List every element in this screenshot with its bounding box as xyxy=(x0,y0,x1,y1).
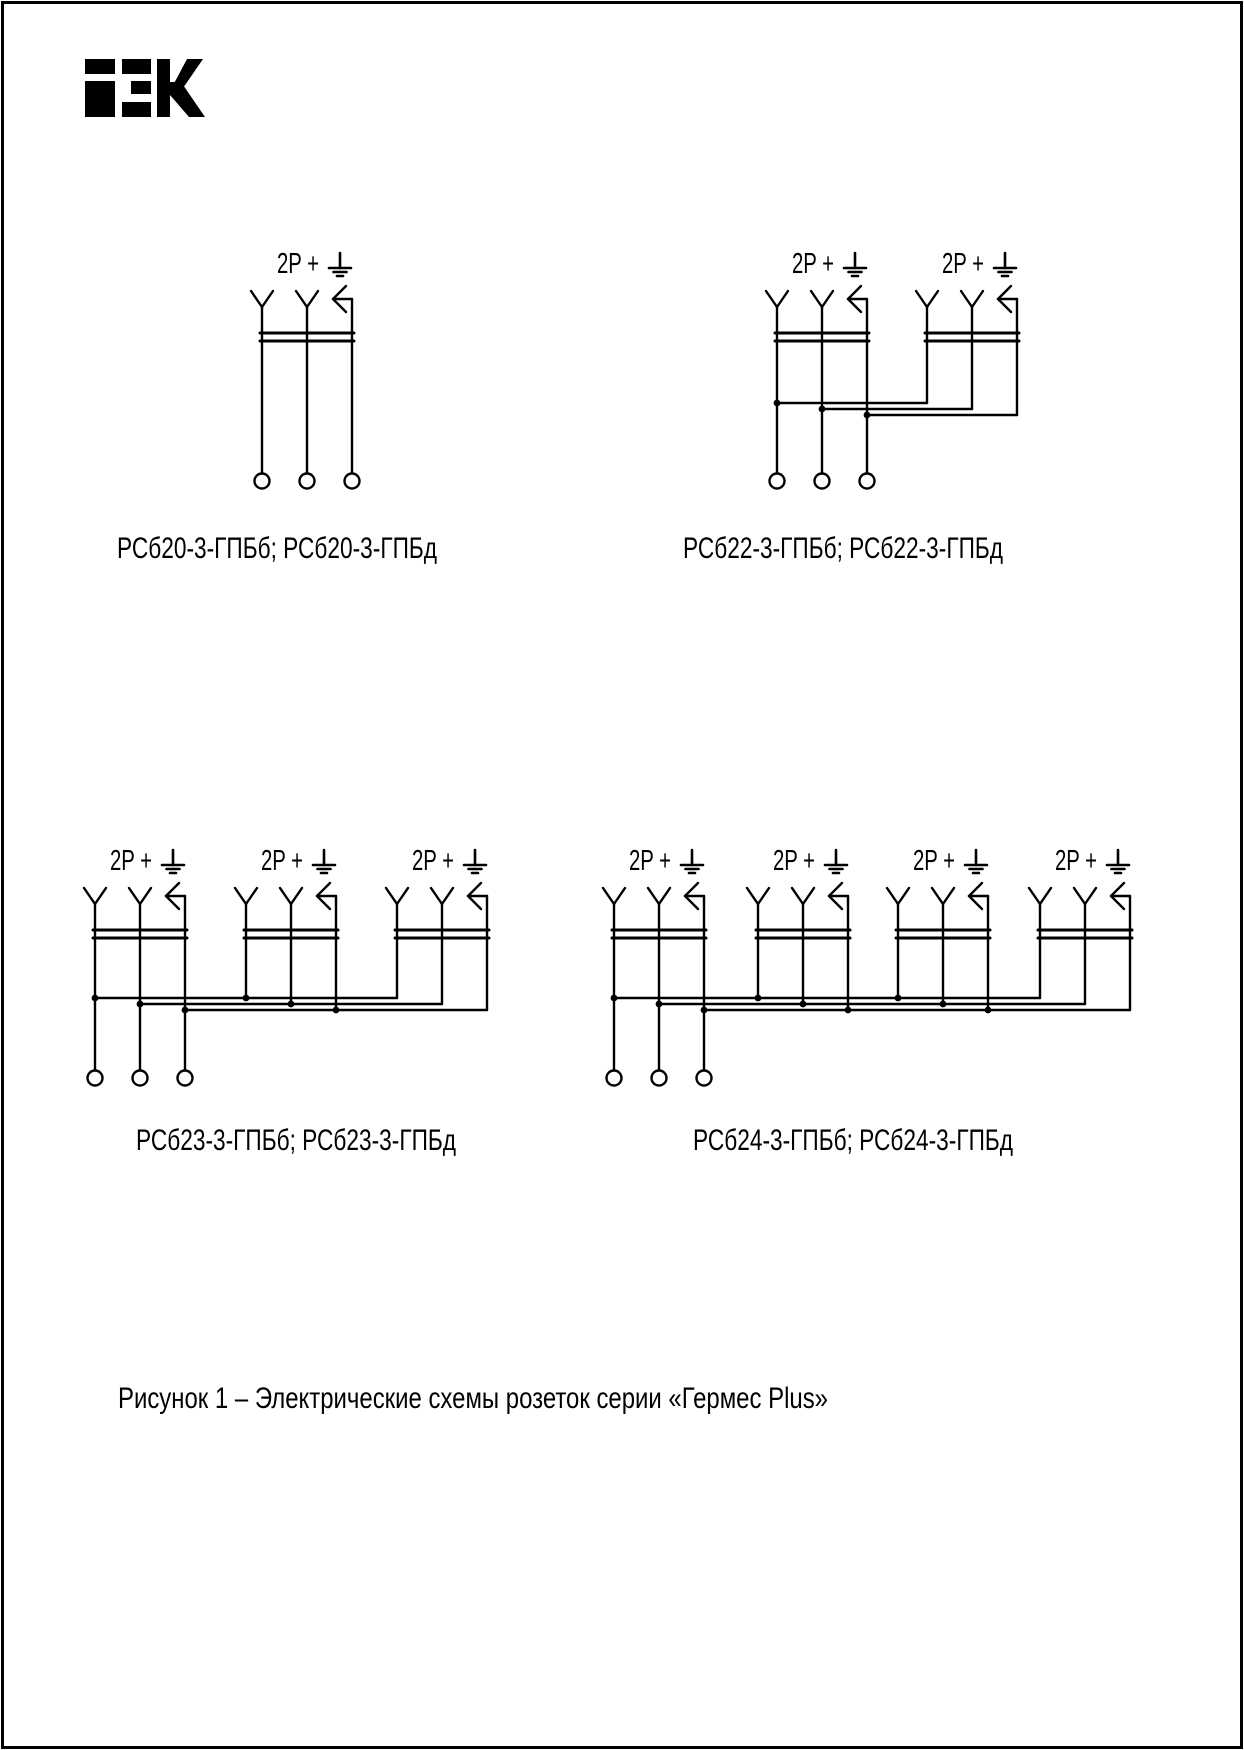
figure-caption: Рисунок 1 – Электрические схемы розеток серии «Гермес Plus» xyxy=(118,1382,828,1415)
earth-contact-arrow-icon xyxy=(317,883,336,1010)
schematic-diagram-1 xyxy=(251,248,360,489)
pole-contact-icon xyxy=(747,888,769,998)
socket-symbol xyxy=(747,845,850,1010)
diagram-caption-1: РСб20-3-ГПБб; РСб20-3-ГПБд xyxy=(117,532,437,565)
terminal-circle xyxy=(133,1071,148,1086)
earth-ground-icon xyxy=(313,850,335,873)
earth-ground-icon xyxy=(681,850,703,873)
junction-dot xyxy=(701,1007,708,1014)
terminal-circle xyxy=(815,474,830,489)
pole-contact-icon xyxy=(887,888,909,998)
junction-dot xyxy=(182,1007,189,1014)
junction-dot xyxy=(895,995,902,1002)
earth-contact-arrow-icon xyxy=(998,286,1017,415)
junction-dot xyxy=(985,1007,992,1014)
socket-pole-label: 2P + xyxy=(110,845,152,877)
socket-pole-label: 2P + xyxy=(261,845,303,877)
socket-symbol xyxy=(235,845,338,1010)
socket-pole-label: 2P + xyxy=(1055,845,1097,877)
socket-symbol xyxy=(1029,845,1132,1010)
socket-pole-label: 2P + xyxy=(277,248,319,280)
pole-contact-icon xyxy=(961,291,983,409)
earth-ground-icon xyxy=(965,850,987,873)
terminal-circle xyxy=(770,474,785,489)
junction-dot xyxy=(755,995,762,1002)
pole-contact-icon xyxy=(811,291,833,474)
pole-contact-icon xyxy=(235,888,257,998)
terminal-circle xyxy=(345,474,360,489)
pole-contact-icon xyxy=(603,888,625,1071)
earth-ground-icon xyxy=(162,850,184,873)
earth-ground-icon xyxy=(825,850,847,873)
pole-contact-icon xyxy=(766,291,788,474)
pole-contact-icon xyxy=(280,888,302,1004)
pole-contact-icon xyxy=(916,291,938,403)
pole-contact-icon xyxy=(1074,888,1096,1004)
earth-contact-arrow-icon xyxy=(848,286,867,474)
junction-dot xyxy=(940,1001,947,1008)
socket-pole-label: 2P + xyxy=(913,845,955,877)
pole-contact-icon xyxy=(296,291,318,474)
bus-wires xyxy=(774,400,1017,419)
pole-contact-icon xyxy=(1029,888,1051,998)
terminal-circle xyxy=(652,1071,667,1086)
earth-contact-arrow-icon xyxy=(829,883,848,1010)
socket-symbol xyxy=(251,248,354,474)
socket-symbol xyxy=(887,845,990,1010)
earth-ground-icon xyxy=(464,850,486,873)
terminal-circle xyxy=(697,1071,712,1086)
bus-wires xyxy=(611,995,1130,1014)
socket-symbol xyxy=(603,845,706,1071)
junction-dot xyxy=(333,1007,340,1014)
terminal-circle xyxy=(178,1071,193,1086)
terminal-circle xyxy=(860,474,875,489)
pole-contact-icon xyxy=(792,888,814,1004)
earth-ground-icon xyxy=(329,253,351,276)
pole-contact-icon xyxy=(386,888,408,998)
socket-pole-label: 2P + xyxy=(629,845,671,877)
pole-contact-icon xyxy=(932,888,954,1004)
socket-pole-label: 2P + xyxy=(773,845,815,877)
pole-contact-icon xyxy=(648,888,670,1071)
earth-contact-arrow-icon xyxy=(166,883,185,1071)
diagram-caption-3: РСб23-3-ГПБб; РСб23-3-ГПБд xyxy=(136,1124,456,1157)
socket-symbol xyxy=(84,845,187,1071)
earth-ground-icon xyxy=(994,253,1016,276)
socket-pole-label: 2P + xyxy=(792,248,834,280)
junction-dot xyxy=(137,1001,144,1008)
socket-pole-label: 2P + xyxy=(942,248,984,280)
junction-dot xyxy=(656,1001,663,1008)
diagrams-layer xyxy=(84,248,1132,1086)
junction-dot xyxy=(864,412,871,419)
terminal-circle xyxy=(255,474,270,489)
earth-contact-arrow-icon xyxy=(1111,883,1130,1010)
junction-dot xyxy=(800,1001,807,1008)
socket-symbol xyxy=(766,248,869,474)
schematic-diagram-2 xyxy=(766,248,1019,489)
junction-dot xyxy=(243,995,250,1002)
pole-contact-icon xyxy=(84,888,106,1071)
pole-contact-icon xyxy=(251,291,273,474)
schematic-diagram-3 xyxy=(84,845,489,1086)
terminal-circle xyxy=(88,1071,103,1086)
diagram-caption-2: РСб22-3-ГПБб; РСб22-3-ГПБд xyxy=(683,532,1003,565)
earth-contact-arrow-icon xyxy=(685,883,704,1071)
schematic-diagram-4 xyxy=(603,845,1132,1086)
terminal-circle xyxy=(607,1071,622,1086)
socket-pole-label: 2P + xyxy=(412,845,454,877)
junction-dot xyxy=(92,995,99,1002)
pole-contact-icon xyxy=(129,888,151,1071)
terminal-circle xyxy=(300,474,315,489)
junction-dot xyxy=(819,406,826,413)
bus-wires xyxy=(92,995,487,1014)
junction-dot xyxy=(845,1007,852,1014)
pole-contact-icon xyxy=(431,888,453,1004)
earth-ground-icon xyxy=(1107,850,1129,873)
diagram-caption-4: РСб24-3-ГПБб; РСб24-3-ГПБд xyxy=(693,1124,1013,1157)
earth-contact-arrow-icon xyxy=(333,286,352,474)
junction-dot xyxy=(288,1001,295,1008)
earth-ground-icon xyxy=(844,253,866,276)
earth-contact-arrow-icon xyxy=(468,883,487,1010)
earth-contact-arrow-icon xyxy=(969,883,988,1010)
junction-dot xyxy=(611,995,618,1002)
socket-symbol xyxy=(386,845,489,1010)
socket-symbol xyxy=(916,248,1019,415)
junction-dot xyxy=(774,400,781,407)
